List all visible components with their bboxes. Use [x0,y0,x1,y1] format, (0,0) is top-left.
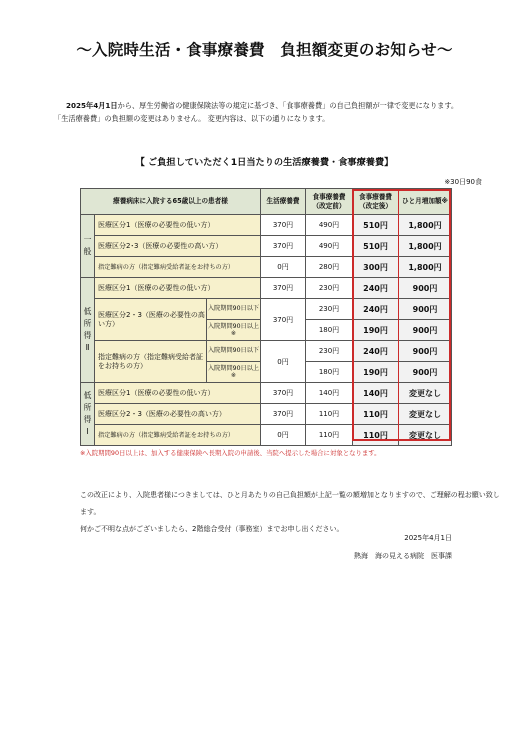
meal-after: 110円 [353,425,399,446]
meal-after: 190円 [353,362,399,383]
table-row [81,257,452,278]
table-title: 【 ご負担していただく1日当たりの生活療養費・食事療養費】 [135,157,394,168]
living-cost: 370円 [261,383,306,404]
table-row [81,425,452,446]
meal-after: 300円 [353,257,399,278]
living-cost: 370円 [261,299,306,341]
table-row [81,383,452,404]
issue-date: 2025年4月1日 [404,534,452,542]
living-cost: 370円 [261,404,306,425]
monthly-increase: 900円 [399,299,452,320]
organization: 熱海 海の見える病院 医事課 [354,552,452,560]
category-general: 一般 [81,215,95,278]
row-desc: 医療区分2・3（医療の必要性の高い方） [95,299,207,341]
period-label: 入院期間90日以下 [207,299,261,320]
table-row [81,278,452,299]
living-cost: 370円 [261,215,306,236]
period-label: 入院期間90日以上※ [207,362,261,383]
meal-before: 490円 [306,215,353,236]
row-desc: 医療区分1（医療の必要性の低い方） [95,383,261,404]
fee-table [80,188,452,446]
closing-paragraph [80,487,500,538]
table-row [81,236,452,257]
table-row [81,404,452,425]
header-patient: 療養病床に入院する65歳以上の患者様 [81,189,261,215]
row-desc: 医療区分1（医療の必要性の低い方） [95,278,261,299]
meal-before: 490円 [306,236,353,257]
intro-line-1 [54,100,484,113]
intro-line-1-text: から、厚生労働省の健康保険法等の規定に基づき、「食事療養費」の自己負担額が一律で変更になります。 [117,101,459,110]
meal-after: 190円 [353,320,399,341]
period-label: 入院期間90日以上※ [207,320,261,341]
meal-after: 510円 [353,236,399,257]
meal-after: 510円 [353,215,399,236]
page-title: ～入院時生活・食事療養費 負担額変更のお知らせ～ [76,41,453,59]
meal-before: 280円 [306,257,353,278]
header-meal-before: 食事療養費（改定前） [306,189,353,215]
row-desc: 医療区分1（医療の必要性の低い方） [95,215,261,236]
closing-line-2: 何かご不明な点がございましたら、2階総合受付（事務室）までお申し出ください。 [80,525,344,533]
table-row [81,299,452,320]
table-row [81,215,452,236]
monthly-increase: 900円 [399,341,452,362]
living-cost: 370円 [261,236,306,257]
period-label: 入院期間90日以下 [207,341,261,362]
meal-before: 230円 [306,278,353,299]
meal-before: 180円 [306,362,353,383]
monthly-increase: 1,800円 [399,257,452,278]
meal-after: 240円 [353,341,399,362]
header-monthly-increase: ひと月増加額※ [399,189,452,215]
footnote: ※入院期間90日以上は、加入する健康保険へ長期入院の申請後、当院へ提示した場合に対象となります。 [80,449,381,457]
intro-paragraph [54,100,484,125]
meal-before: 140円 [306,383,353,404]
row-desc: 指定難病の方（指定難病受給者証をお持ちの方） [95,425,261,446]
highlight-divider [398,189,399,441]
monthly-increase: 900円 [399,278,452,299]
meal-after: 240円 [353,278,399,299]
monthly-increase: 900円 [399,320,452,341]
living-cost: 0円 [261,257,306,278]
monthly-increase: 1,800円 [399,215,452,236]
meal-before: 110円 [306,404,353,425]
intro-line-2: 「生活療養費」の負担額の変更はありません。 変更内容は、以下の通りになります。 [54,113,330,123]
meal-after: 240円 [353,299,399,320]
effective-date: 2025年4月1日 [66,101,118,110]
row-desc: 指定難病の方（指定難病受給者証をお持ちの方） [95,341,207,383]
meal-after: 140円 [353,383,399,404]
monthly-increase: 変更なし [399,425,452,446]
unit-note: ※30日90食 [444,178,482,186]
monthly-increase: 変更なし [399,404,452,425]
living-cost: 370円 [261,278,306,299]
meal-before: 230円 [306,299,353,320]
meal-before: 110円 [306,425,353,446]
meal-before: 230円 [306,341,353,362]
meal-before: 180円 [306,320,353,341]
category-low-income-1: 低所得Ⅰ [81,383,95,446]
living-cost: 0円 [261,425,306,446]
header-meal-after: 食事療養費（改定後） [353,189,399,215]
row-desc: 指定難病の方（指定難病受給者証をお持ちの方） [95,257,261,278]
monthly-increase: 変更なし [399,383,452,404]
row-desc: 医療区分2･3（医療の必要性の高い方） [95,236,261,257]
monthly-increase: 900円 [399,362,452,383]
monthly-increase: 1,800円 [399,236,452,257]
living-cost: 0円 [261,341,306,383]
table-row [81,341,452,362]
header-living: 生活療養費 [261,189,306,215]
category-low-income-2: 低所得Ⅱ [81,278,95,383]
row-desc: 医療区分2・3（医療の必要性の高い方） [95,404,261,425]
closing-line-1: この改正により、入院患者様につきましては、ひと月あたりの自己負担額が上記一覧の額増加となりますので、ご理解の程お願い致します。 [80,491,500,516]
meal-after: 110円 [353,404,399,425]
